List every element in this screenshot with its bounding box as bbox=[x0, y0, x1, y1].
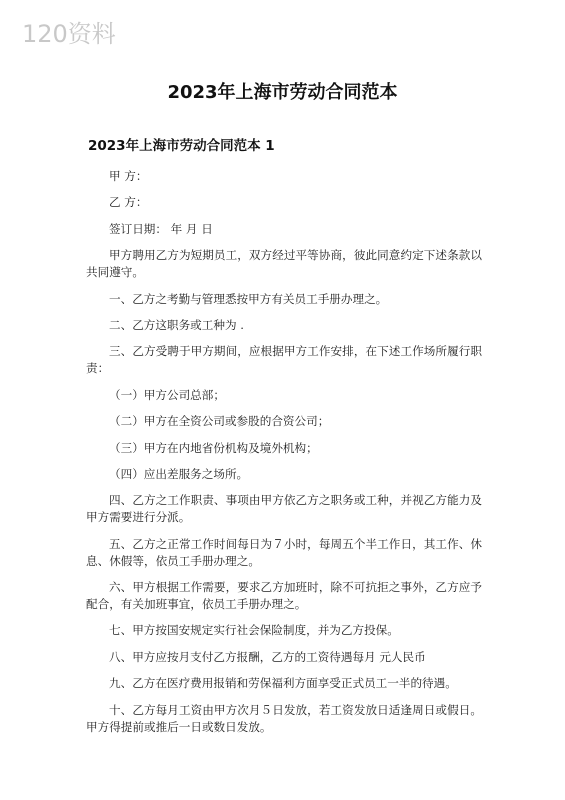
clause-3-item-1: （一）甲方公司总部； bbox=[109, 387, 225, 402]
watermark-logo: 120资料 bbox=[22, 20, 116, 48]
clause-7: 七、甲方按国安规定实行社会保险制度，并为乙方投保。 bbox=[109, 623, 399, 638]
clause-6: 六、甲方根据工作需要，要求乙方加班时，除不可抗拒之事外，乙方应予配合，有关加班事宜，依员工手册办理之。 bbox=[86, 580, 482, 612]
document-body bbox=[86, 168, 482, 745]
clause-8: 八、甲方应按月支付乙方报酬，乙方的工资待遇每月 元人民币 bbox=[109, 649, 426, 664]
clause-9: 九、乙方在医疗费用报销和劳保福利方面享受正式员工一半的待遇。 bbox=[109, 676, 457, 691]
party-b-line: 乙 方： bbox=[109, 195, 148, 210]
clause-4: 四、乙方之工作职责、事项由甲方依乙方之职务或工种，并视乙方能力及甲方需要进行分派。 bbox=[86, 493, 482, 525]
clause-1: 一、乙方之考勤与管理悉按甲方有关员工手册办理之。 bbox=[109, 291, 388, 306]
clause-3-item-4: （四）应出差服务之场所。 bbox=[109, 466, 249, 481]
clause-10: 十、乙方每月工资由甲方次月５日发放，若工资发放日适逢周日或假日。甲方得提前或推后一日或数日发放。 bbox=[86, 702, 482, 734]
clause-2: 二、乙方这职务或工种为 . bbox=[109, 317, 244, 332]
clause-3: 三、乙方受聘于甲方期间，应根据甲方工作安排，在下述工作场所履行职责： bbox=[86, 344, 482, 376]
page-title: 2023年上海市劳动合同范本 bbox=[167, 82, 398, 103]
clause-5: 五、乙方之正常工作时间每日为７小时，每周五个半工作日，其工作、休息、休假等，依员工手册办理之。 bbox=[86, 536, 482, 568]
section-heading: 2023年上海市劳动合同范本 1 bbox=[88, 138, 275, 154]
clause-3-item-2: （二）甲方在全资公司或参股的合资公司； bbox=[109, 414, 330, 429]
intro-paragraph: 甲方聘用乙方为短期员工，双方经过平等协商，彼此同意约定下述条款以共同遵守。 bbox=[86, 248, 482, 280]
party-a-line: 甲 方： bbox=[109, 169, 148, 183]
signing-date-line: 签订日期： 年 月 日 bbox=[109, 221, 213, 236]
clause-3-item-3: （三）甲方在内地省份机构及境外机构； bbox=[109, 440, 318, 455]
